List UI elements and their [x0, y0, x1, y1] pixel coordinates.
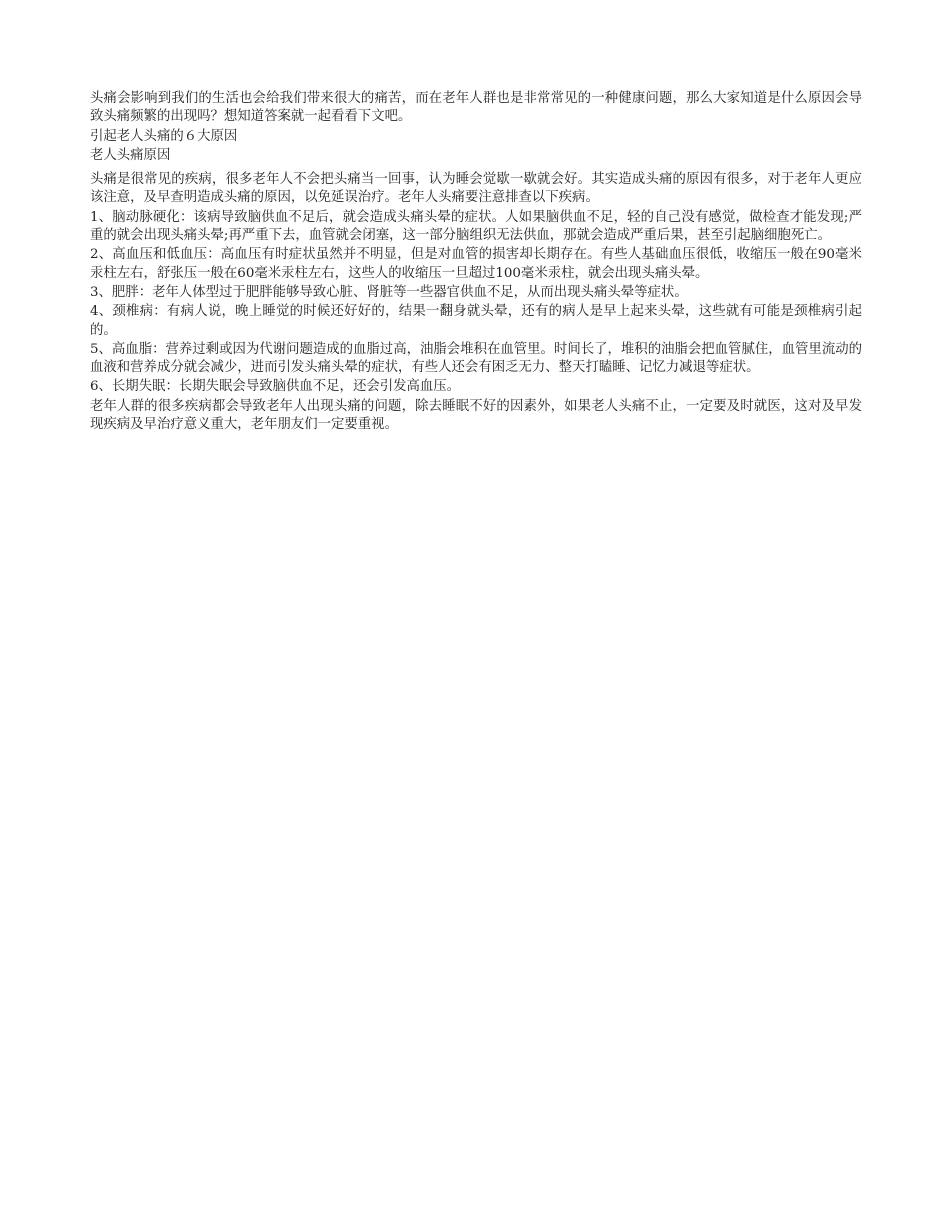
cause-item-6: 6、长期失眠：长期失眠会导致脑供血不足，还会引发高血压。 [90, 379, 461, 395]
cause-item-3: 3、肥胖：老年人体型过于肥胖能够导致心脏、肾脏等一些器官供血不足，从而出现头痛头晕等症状。 [90, 284, 688, 300]
cause-item-5: 5、高血脂：营养过剩或因为代谢问题造成的血脂过高，油脂会堆积在血管里。时间长了，堆积的油脂会把血管腻住，血管里流动的血液和营养成分就会减少，进而引发头痛头晕的症状，有些人还会有困乏无力、整天打瞌睡、记忆力减退等症状。 [90, 341, 862, 376]
section-heading: 老人头痛原因 [90, 147, 171, 163]
cause-item-1: 1、脑动脉硬化：该病导致脑供血不足后，就会造成头痛头晕的症状。人如果脑供血不足，轻的自己没有感觉，做检查才能发现;严重的就会出现头痛头晕;再严重下去，血管就会闭塞，这一部分脑组织无法供血，那就会造成严重后果，甚至引起脑细胞死亡。 [90, 209, 862, 244]
conclusion-paragraph: 老年人群的很多疾病都会导致老年人出现头痛的问题，除去睡眠不好的因素外，如果老人头痛不止，一定要及时就医，这对及早发现疾病及早治疗意义重大，老年朋友们一定要重视。 [90, 398, 862, 433]
summary-paragraph: 头痛是很常见的疾病，很多老年人不会把头痛当一回事，认为睡会觉歇一歇就会好。其实造成头痛的原因有很多，对于老年人更应该注意，及早查明造成头痛的原因，以免延误治疗。老年人头痛要注意排查以下疾病。 [90, 172, 862, 206]
article-title: 引起老人头痛的６大原因 [90, 128, 238, 144]
intro-paragraph: 头痛会影响到我们的生活也会给我们带来很大的痛苦，而在老年人群也是非常常见的一种健康问题，那么大家知道是什么原因会导致头痛频繁的出现吗？想知道答案就一起看看下文吧。 [90, 91, 862, 125]
cause-item-4: 4、颈椎病：有病人说，晚上睡觉的时候还好好的，结果一翻身就头晕，还有的病人是早上起来头晕，这些就有可能是颈椎病引起的。 [90, 304, 862, 338]
cause-item-2: 2、高血压和低血压：高血压有时症状虽然并不明显，但是对血管的损害却长期存在。有些人基础血压很低，收缩压一般在90毫米汞柱左右，舒张压一般在60毫米汞柱左右，这些人的收缩压一旦超过100毫米汞柱，就会出现头痛头晕。 [90, 247, 862, 281]
article-body [90, 90, 862, 435]
